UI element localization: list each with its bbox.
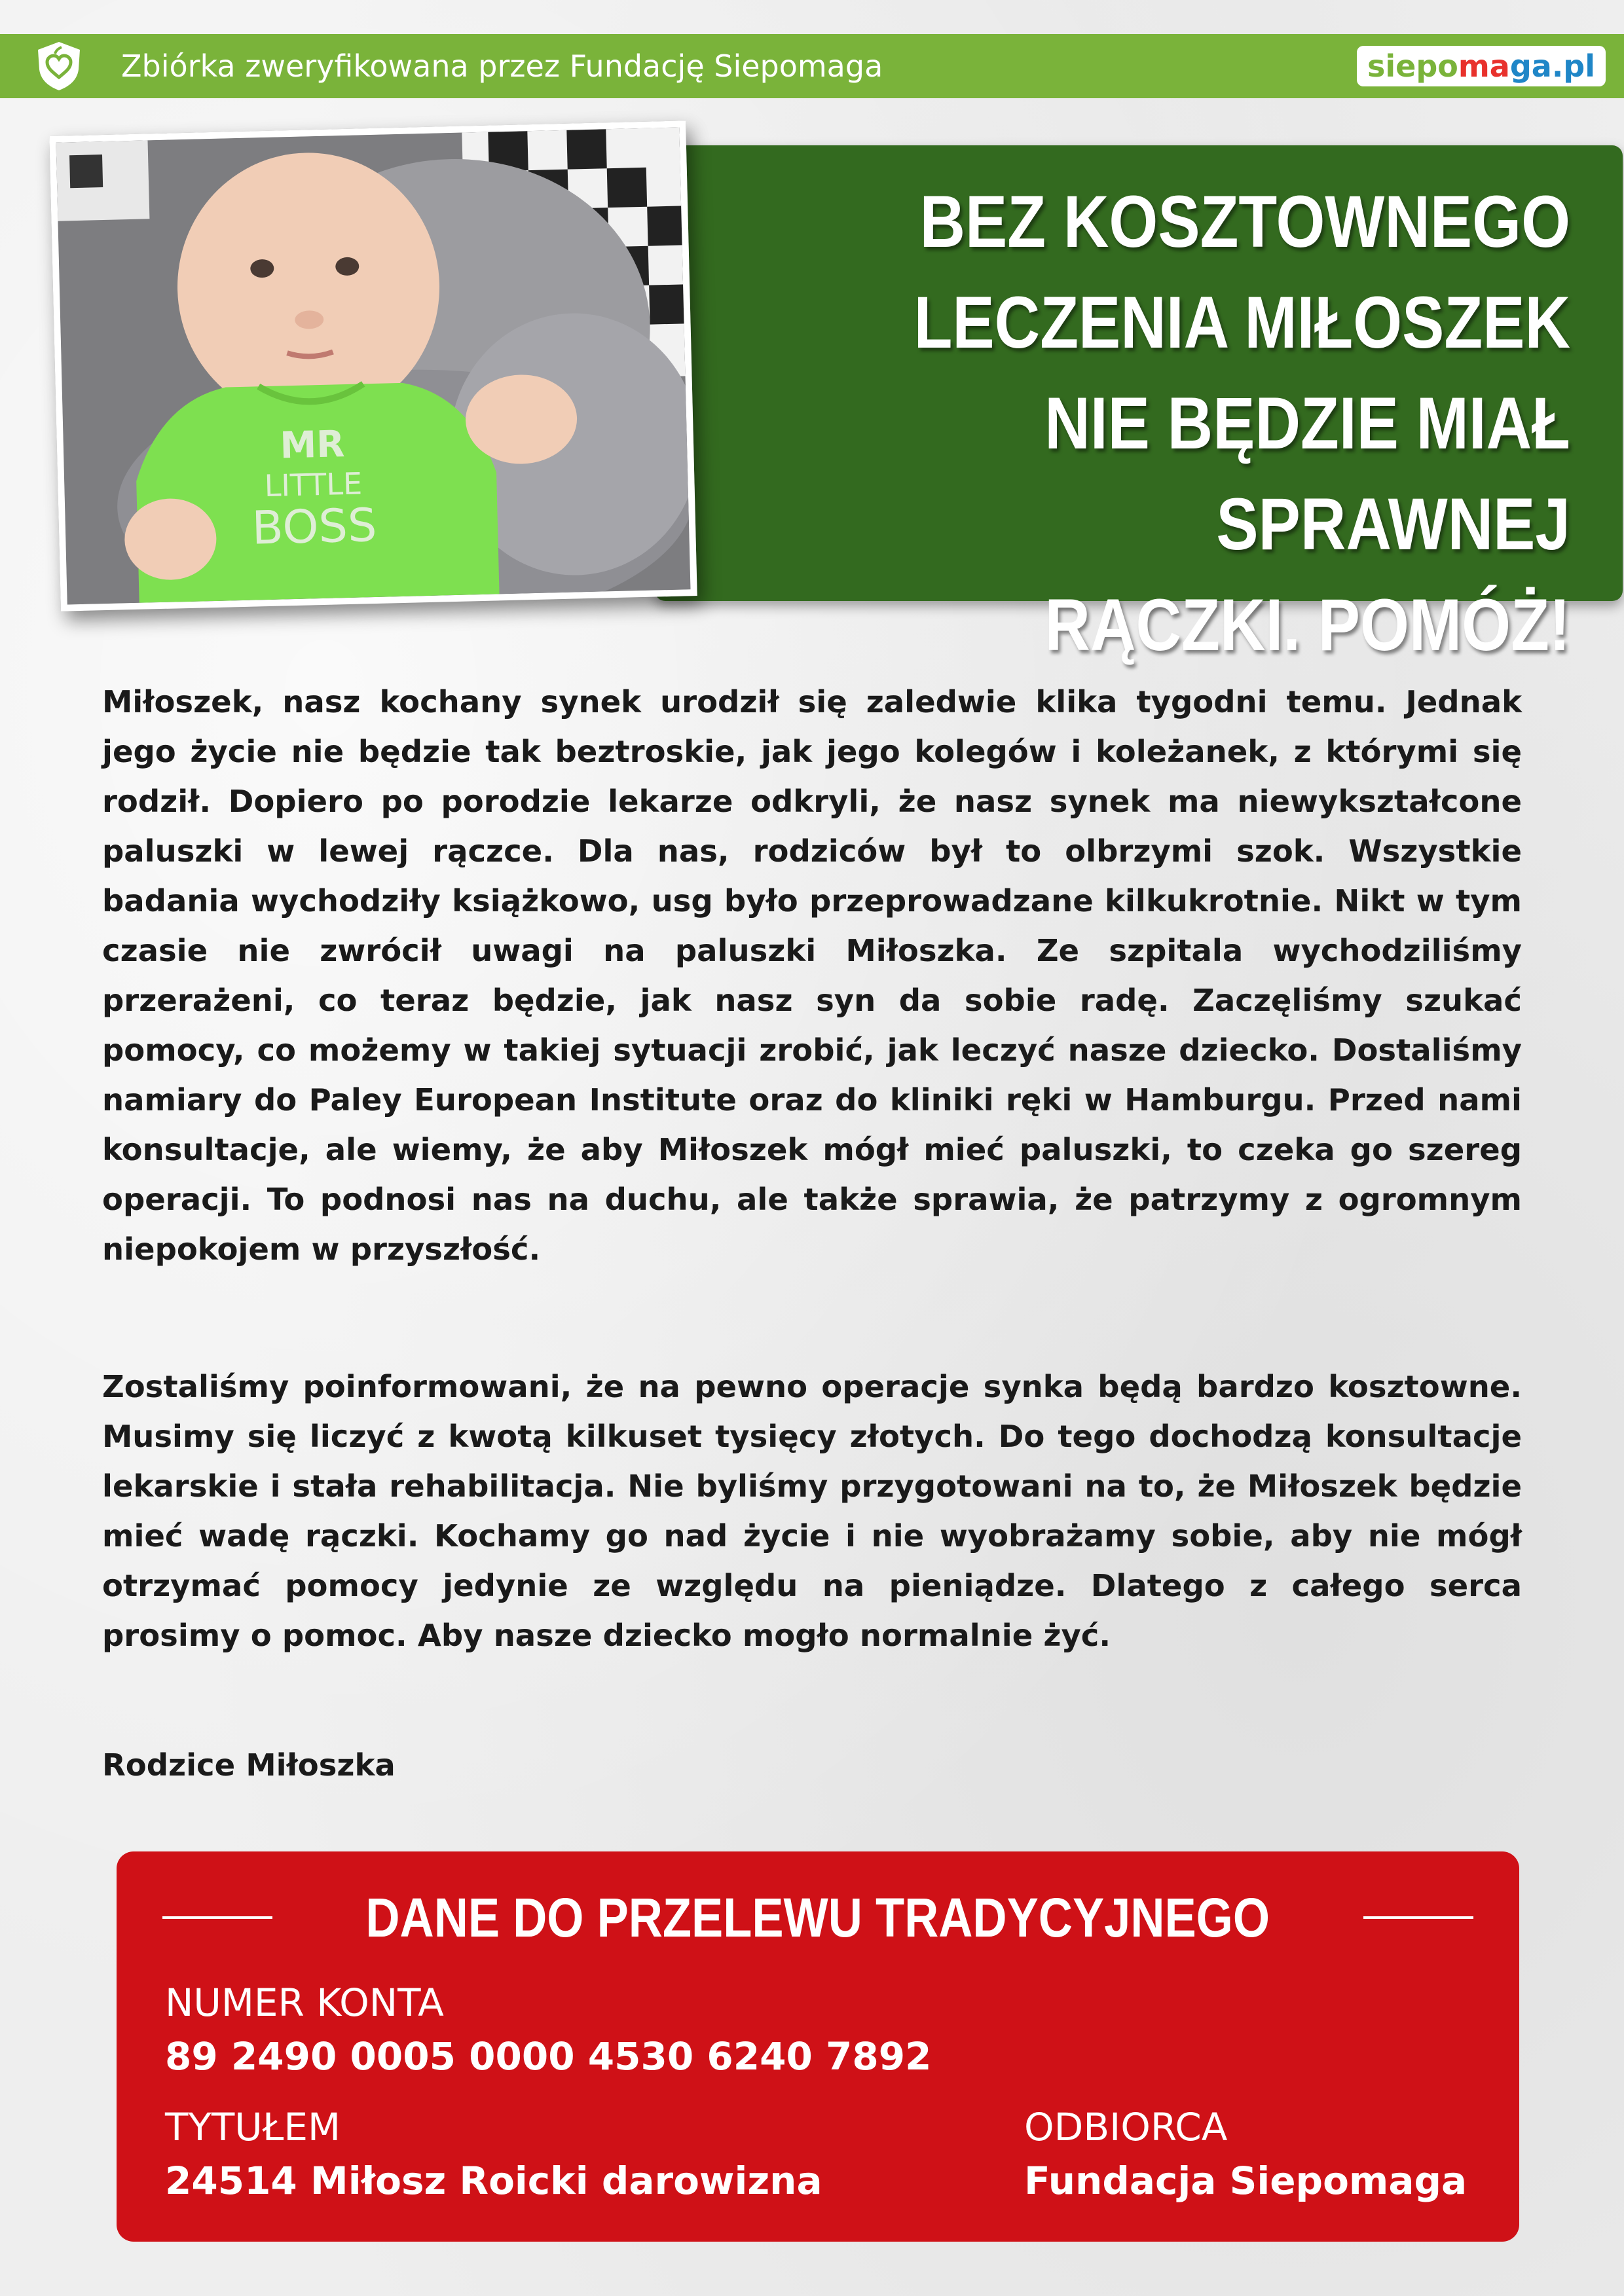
account-label: NUMER KONTA <box>165 1980 444 2025</box>
story-paragraph-1: Miłoszek, nasz kochany synek urodził się zaledwie klika tygodni temu. Jednak jego życie nie będzie tak beztroskie, jak jego kolegów i koleżanek, z którymi się rodził. Dopiero po porodzie lekarze odkryli, że nasz synek ma niewykształcone paluszki w lewej rączce. Dla nas, rodziców był to olbrzymi szok. Wszystkie badania wychodziły książkowo, usg było przeprowadzane kilkukrotnie. Nikt w tym czasie nie zwrócił uwagi na paluszki Miłoszka. Ze szpitala wychodziliśmy przerażeni, co teraz będzie, jak nasz syn da sobie radę. Zaczęliśmy szukać pomocy, co możemy w takiej sytuacji zrobić, jak leczyć nasze dziecko. Dostaliśmy namiary do Paley European Institute oraz do kliniki ręki w Hamburgu. Przed nami konsultacje, ale wiemy, że aby Miłoszek mógł mieć paluszki, to czeka go szereg operacji. To podnosi nas na duchu, ale także sprawia, że patrzymy z ogromnym niepokojem w przyszłość. <box>102 684 1522 1267</box>
baby-photo <box>49 120 697 611</box>
transfer-title-label: TYTUŁEM <box>165 2105 341 2149</box>
title-divider-right <box>1363 1916 1473 1919</box>
bank-title: DANE DO PRZELEWU TRADYCYJNEGO <box>365 1886 1270 1948</box>
siepomaga-logo[interactable] <box>1357 46 1606 86</box>
headline-line-2: LECZENIA MIŁOSZEK <box>913 282 1570 363</box>
verification-bar <box>0 34 1624 98</box>
story-paragraph-2: Zostaliśmy poinformowani, że na pewno operacje synka będą bardzo kosztowne. Musimy się liczyć z kwotą kilkuset tysięcy złotych. Do tego dochodzą konsultacje lekarskie i stała rehabilitacja. Nie byliśmy przygotowani na to, że Miłoszek będzie mieć wadę rączki. Kochamy go nad życie i nie wyobrażamy sobie, aby nie mógł otrzymać pomocy jedynie ze względu na pieniądze. Dlatego z całego serca prosimy o pomoc. Aby nasze dziecko mogło normalnie żyć. <box>102 1369 1522 1653</box>
shirt-text-2: LITTLE <box>264 465 363 504</box>
account-number[interactable]: 89 2490 0005 0000 4530 6240 7892 <box>165 2034 932 2079</box>
title-divider-left <box>162 1916 272 1919</box>
signature: Rodzice Miłoszka <box>102 1747 396 1783</box>
recipient-value[interactable]: Fundacja Siepomaga <box>1024 2159 1467 2203</box>
bank-title-row <box>162 1882 1473 1954</box>
headline <box>782 172 1570 676</box>
headline-line-3: NIE BĘDZIE MIAŁ SPRAWNEJ <box>1044 382 1570 565</box>
logo-part-3: ga.pl <box>1509 48 1595 84</box>
shirt-text-1: MR <box>279 423 346 467</box>
headline-line-1: BEZ KOSZTOWNEGO <box>919 181 1570 263</box>
shirt-text-3: BOSS <box>251 498 378 555</box>
headline-panel <box>655 145 1623 666</box>
headline-line-4: RĄCZKI. POMÓŻ! <box>1044 584 1570 666</box>
logo-part-1: siepo <box>1367 48 1458 84</box>
transfer-title-value[interactable]: 24514 Miłosz Roicki darowizna <box>165 2159 822 2203</box>
recipient-label: ODBIORCA <box>1024 2105 1228 2149</box>
heart-shield-icon <box>33 39 85 93</box>
verification-text: Zbiórka zweryfikowana przez Fundację Siepomaga <box>121 48 883 84</box>
logo-part-2: ma <box>1458 48 1510 84</box>
bank-transfer-panel <box>117 1851 1519 2242</box>
